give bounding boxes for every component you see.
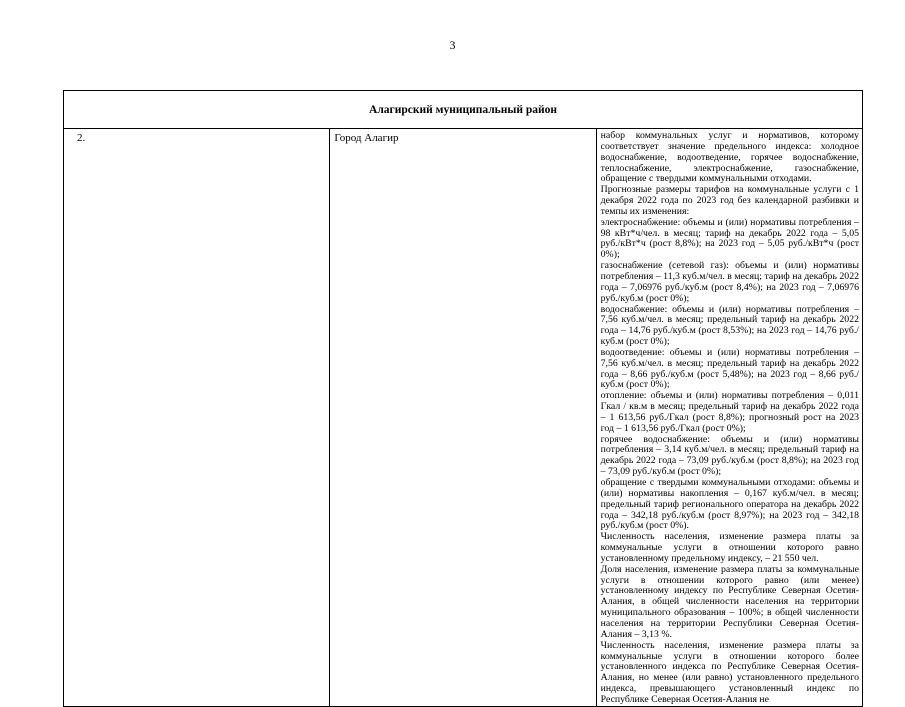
- paragraph: электроснабжение: объемы и (или) нормативы потребления – 98 кВт*ч/чел. в месяц; тариф на декабрь 2022 года – 5,05 руб./кВт*ч (рост 8,8%); на 2023 год – 5,05 руб./кВт*ч (рост 0%);: [600, 216, 859, 261]
- paragraph: обращение с твердыми коммунальными отходами: объемы и (или) нормативы накопления – 0,167 куб.м/чел. в месяц; предельный тариф регионального оператора на декабрь 2022 года – 342,18 руб./куб.м (рост 8,97%); на 2023 год – 342,18 руб./куб.м (рост 0%).: [600, 477, 859, 532]
- paragraph: набор коммунальных услуг и нормативов, которому соответствует значение предельного индекса: холодное водоснабжение, водоотведение, горячее водоснабжение, теплоснабжение, электроснабжение, газоснабжение, обращение с твердыми коммунальными отходами.: [600, 130, 859, 185]
- table-header-row: [64, 91, 863, 129]
- description-cell: [596, 129, 862, 707]
- paragraph: водоотведение: объемы и (или) нормативы потребления – 7,56 куб.м/чел. в месяц; предельный тариф на декабрь 2022 года – 8,66 руб./куб.м (рост 5,48%); на 2023 год – 8,66 руб./куб.м (рост 0%);: [600, 346, 859, 391]
- district-header: Алагирский муниципальный район: [64, 91, 863, 129]
- paragraph: горячее водоснабжение: объемы и (или) нормативы потребления – 3,14 куб.м/чел. в месяц; предельный тариф на декабрь 2022 года – 73,09 руб./куб.м (рост 8,8%); на 2023 год – 73,09 руб./куб.м (рост 0%);: [600, 433, 859, 478]
- paragraph: газоснабжение (сетевой газ): объемы и (или) нормативы потребления – 11,3 куб.м/чел. в месяц; тариф на декабрь 2022 года – 7,06976 руб./куб.м (рост 8,4%); на 2023 год – 7,06976 руб./куб.м (рост 0%);: [600, 260, 859, 304]
- paragraph: Доля населения, изменение размера платы за коммунальные услуги в отношении которого равно (или менее) установленному индексу по Республике Северная Осетия-Алания, в общей численности населения на территории муниципального образования – 100%; в общей численности населения на территории Республики Северная Осетия-Алания – 3,13 %.: [600, 563, 859, 640]
- page-number: 3: [449, 38, 456, 52]
- paragraph: Численность населения, изменение размера платы за коммунальные услуги в отношении которого более установленного индекса по Республике Северная Осетия-Алания, но менее (или равно) установленного предельного индекса, превышающего установленный индекс по Республике Северная Осетия-Алания не: [600, 639, 859, 705]
- municipal-index-table: [63, 90, 863, 707]
- paragraph: отопление: объемы и (или) нормативы потребления – 0,011 Гкал / кв.м в месяц; предельный тариф на декабрь 2022 года – 1 613,56 руб./Гкал (рост 8,8%); прогнозный рост на 2023 год – 1 613,56 руб./Гкал (рост 0%);: [600, 390, 859, 434]
- municipality-name: Город Алагир: [330, 129, 596, 707]
- row-number: 2.: [64, 129, 330, 707]
- paragraph: Численность населения, изменение размера платы за коммунальные услуги в отношении которого равно установленному предельному индексу, – 21 550 чел.: [600, 531, 859, 564]
- paragraph: Прогнозные размеры тарифов на коммунальные услуги с 1 декабря 2022 года по 2023 год без календарной разбивки и темпы их изменения:: [600, 184, 859, 217]
- table-row: [64, 129, 863, 707]
- paragraph: водоснабжение: объемы и (или) нормативы потребления – 7,56 куб.м/чел. в месяц; предельный тариф на декабрь 2022 года – 14,76 руб./куб.м (рост 8,53%); на 2023 год – 14,76 руб./куб.м (рост 0%);: [600, 303, 859, 348]
